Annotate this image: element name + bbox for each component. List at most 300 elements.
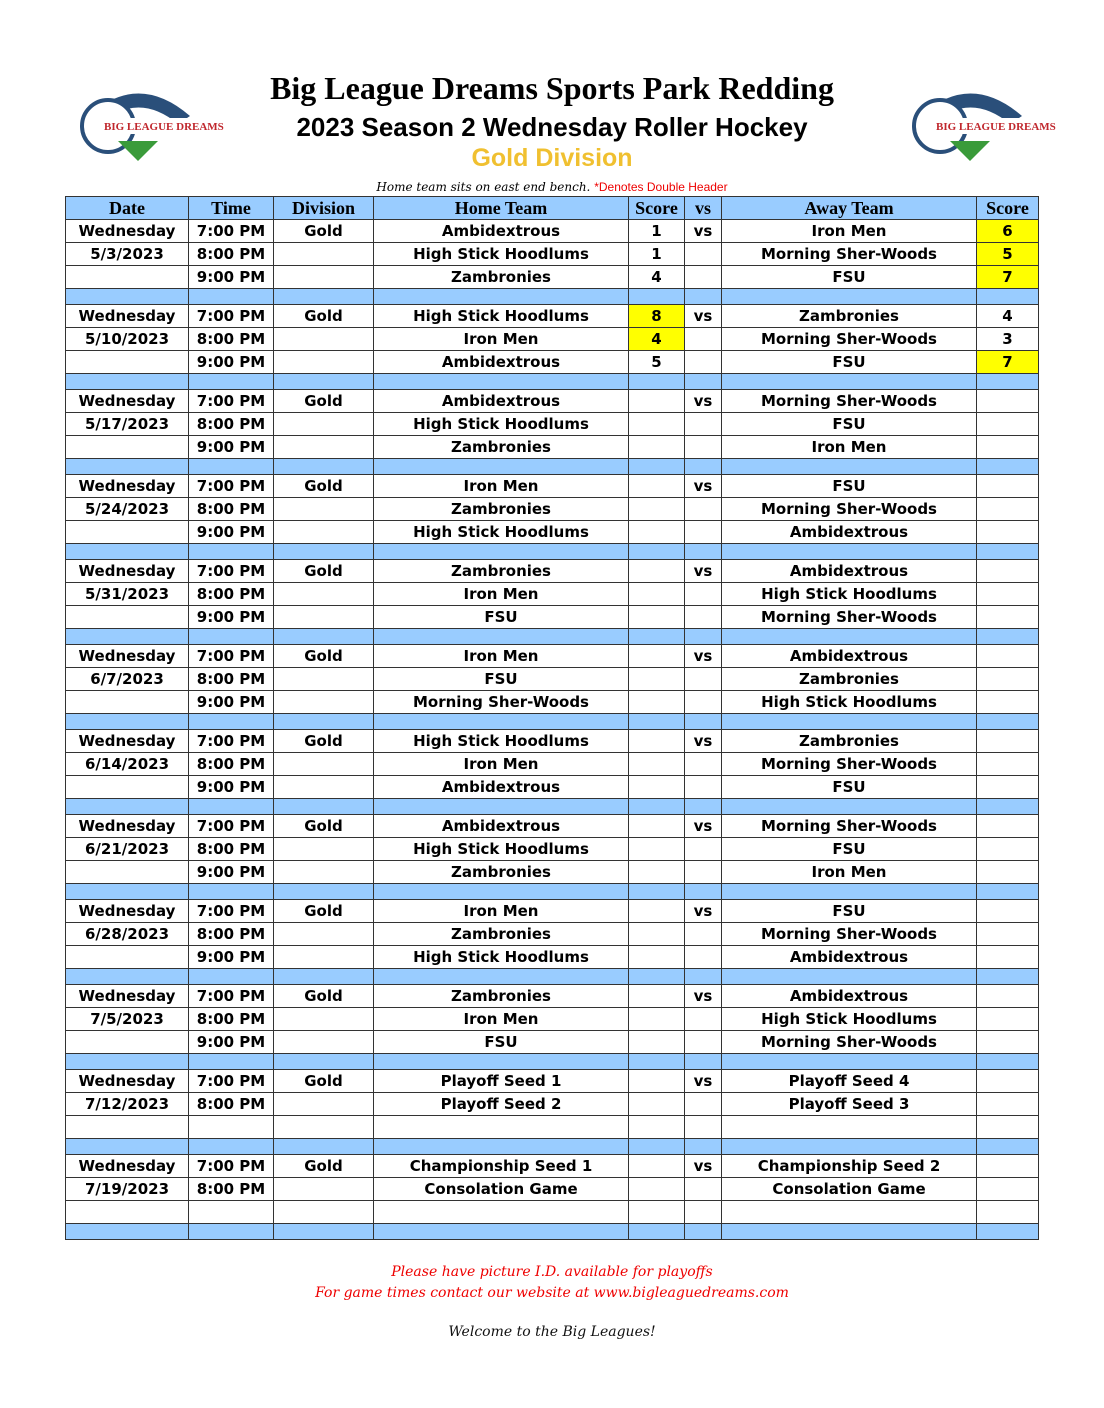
cell-date [66, 1031, 189, 1054]
table-row [66, 243, 1039, 266]
cell-division: Gold [274, 220, 374, 243]
table-row [66, 985, 1039, 1008]
cell-time: 8:00 PM [189, 328, 274, 351]
cell-date: Wednesday [66, 1070, 189, 1093]
cell-time: 7:00 PM [189, 560, 274, 583]
cell-home-team: Zambronies [374, 985, 629, 1008]
cell-home-team: Zambronies [374, 436, 629, 459]
table-row [66, 390, 1039, 413]
bench-note [0, 180, 1104, 194]
separator-cell [374, 374, 629, 390]
cell-time: 7:00 PM [189, 220, 274, 243]
separator-cell [685, 799, 722, 815]
cell-home-team: FSU [374, 606, 629, 629]
cell-date: 5/31/2023 [66, 583, 189, 606]
cell-division [274, 351, 374, 374]
cell-time: 7:00 PM [189, 390, 274, 413]
cell-time: 9:00 PM [189, 691, 274, 714]
cell-away-team [722, 1116, 977, 1139]
cell-time: 7:00 PM [189, 985, 274, 1008]
cell-away-score [977, 1070, 1039, 1093]
separator-cell [685, 629, 722, 645]
cell-home-score: 1 [629, 220, 685, 243]
cell-home-team: Ambidextrous [374, 776, 629, 799]
cell-home-team: Morning Sher-Woods [374, 691, 629, 714]
cell-date: Wednesday [66, 900, 189, 923]
cell-vs: vs [685, 900, 722, 923]
separator-cell [374, 1224, 629, 1240]
separator-cell [685, 1139, 722, 1155]
separator-cell [722, 799, 977, 815]
table-row [66, 900, 1039, 923]
cell-date [66, 1116, 189, 1139]
cell-home-score [629, 946, 685, 969]
cell-away-score: 6 [977, 220, 1039, 243]
cell-away-team: FSU [722, 413, 977, 436]
separator-cell [274, 1139, 374, 1155]
table-row [66, 1155, 1039, 1178]
separator-cell [189, 459, 274, 475]
cell-date [66, 861, 189, 884]
separator-cell [274, 629, 374, 645]
cell-time: 8:00 PM [189, 838, 274, 861]
cell-date: Wednesday [66, 1155, 189, 1178]
table-row [66, 521, 1039, 544]
cell-vs [685, 946, 722, 969]
cell-away-team: High Stick Hoodlums [722, 691, 977, 714]
footer-website-note: For game times contact our website at www.bigleaguedreams.com [315, 1285, 789, 1301]
cell-away-team: Ambidextrous [722, 521, 977, 544]
cell-date: 7/19/2023 [66, 1178, 189, 1201]
cell-home-score: 8 [629, 305, 685, 328]
cell-away-score [977, 730, 1039, 753]
cell-away-team: Morning Sher-Woods [722, 328, 977, 351]
cell-home-score: 1 [629, 243, 685, 266]
cell-away-team: High Stick Hoodlums [722, 583, 977, 606]
separator-cell [977, 799, 1039, 815]
cell-home-score [629, 900, 685, 923]
cell-date: 6/28/2023 [66, 923, 189, 946]
cell-home-team: Iron Men [374, 753, 629, 776]
column-header-division: Division [274, 197, 374, 220]
cell-vs [685, 668, 722, 691]
separator-cell [374, 1139, 629, 1155]
cell-date: Wednesday [66, 815, 189, 838]
cell-home-score [629, 1116, 685, 1139]
cell-date: Wednesday [66, 305, 189, 328]
table-row [66, 1201, 1039, 1224]
cell-away-team: Iron Men [722, 220, 977, 243]
cell-division [274, 691, 374, 714]
separator-cell [66, 374, 189, 390]
svg-text:BIG LEAGUE DREAMS: BIG LEAGUE DREAMS [104, 121, 224, 133]
cell-home-score [629, 498, 685, 521]
cell-home-score [629, 583, 685, 606]
cell-home-score: 5 [629, 351, 685, 374]
table-row [66, 861, 1039, 884]
separator-cell [374, 459, 629, 475]
cell-vs [685, 776, 722, 799]
cell-away-score [977, 1008, 1039, 1031]
cell-time: 8:00 PM [189, 498, 274, 521]
cell-home-score [629, 1201, 685, 1224]
cell-away-team: High Stick Hoodlums [722, 1008, 977, 1031]
separator-cell [66, 544, 189, 560]
separator-cell [629, 1054, 685, 1070]
cell-vs [685, 1178, 722, 1201]
bench-note-text: Home team sits on east end bench. [376, 180, 591, 194]
separator-cell [685, 544, 722, 560]
separator-cell [722, 969, 977, 985]
cell-vs [685, 436, 722, 459]
cell-away-score [977, 1178, 1039, 1201]
separator-cell [66, 884, 189, 900]
cell-division [274, 1116, 374, 1139]
cell-vs: vs [685, 560, 722, 583]
cell-date [66, 351, 189, 374]
cell-home-team: Playoff Seed 1 [374, 1070, 629, 1093]
separator-cell [722, 459, 977, 475]
cell-vs [685, 1116, 722, 1139]
week-separator-row [66, 969, 1039, 985]
separator-cell [274, 1224, 374, 1240]
separator-cell [274, 544, 374, 560]
table-row [66, 305, 1039, 328]
separator-cell [722, 884, 977, 900]
cell-home-team: Iron Men [374, 645, 629, 668]
cell-away-team: Morning Sher-Woods [722, 815, 977, 838]
cell-division [274, 521, 374, 544]
separator-cell [977, 1224, 1039, 1240]
cell-home-score [629, 776, 685, 799]
cell-home-score [629, 390, 685, 413]
cell-division [274, 838, 374, 861]
cell-division [274, 923, 374, 946]
separator-cell [685, 1224, 722, 1240]
cell-home-team: Iron Men [374, 1008, 629, 1031]
week-separator-row [66, 1139, 1039, 1155]
separator-cell [685, 459, 722, 475]
cell-division [274, 946, 374, 969]
cell-home-team: High Stick Hoodlums [374, 413, 629, 436]
cell-vs [685, 266, 722, 289]
cell-home-team: Zambronies [374, 266, 629, 289]
cell-time: 7:00 PM [189, 475, 274, 498]
cell-division [274, 1008, 374, 1031]
cell-away-team: Morning Sher-Woods [722, 753, 977, 776]
cell-date: Wednesday [66, 645, 189, 668]
cell-division [274, 1093, 374, 1116]
cell-vs: vs [685, 475, 722, 498]
cell-date: Wednesday [66, 985, 189, 1008]
separator-cell [189, 969, 274, 985]
cell-time: 9:00 PM [189, 351, 274, 374]
cell-division [274, 266, 374, 289]
separator-cell [722, 1139, 977, 1155]
cell-home-score [629, 815, 685, 838]
cell-time: 7:00 PM [189, 1155, 274, 1178]
separator-cell [274, 884, 374, 900]
cell-date: 5/10/2023 [66, 328, 189, 351]
cell-home-team: Ambidextrous [374, 815, 629, 838]
cell-time: 9:00 PM [189, 1031, 274, 1054]
cell-home-team: FSU [374, 1031, 629, 1054]
table-row [66, 838, 1039, 861]
column-header-away-team: Away Team [722, 197, 977, 220]
separator-cell [977, 884, 1039, 900]
separator-cell [977, 289, 1039, 305]
separator-cell [66, 459, 189, 475]
cell-division [274, 328, 374, 351]
separator-cell [629, 544, 685, 560]
cell-division [274, 776, 374, 799]
cell-away-score [977, 413, 1039, 436]
separator-cell [189, 289, 274, 305]
cell-home-score [629, 985, 685, 1008]
separator-cell [274, 969, 374, 985]
cell-date [66, 776, 189, 799]
separator-cell [189, 884, 274, 900]
separator-cell [374, 884, 629, 900]
separator-cell [629, 1139, 685, 1155]
svg-text:BIG LEAGUE DREAMS: BIG LEAGUE DREAMS [936, 121, 1056, 133]
cell-vs [685, 861, 722, 884]
cell-away-team: Ambidextrous [722, 560, 977, 583]
cell-away-score [977, 861, 1039, 884]
cell-division: Gold [274, 815, 374, 838]
cell-vs [685, 1201, 722, 1224]
separator-cell [722, 544, 977, 560]
cell-vs [685, 413, 722, 436]
column-header-home-score: Score [629, 197, 685, 220]
week-separator-row [66, 1224, 1039, 1240]
cell-time: 8:00 PM [189, 668, 274, 691]
cell-away-score: 3 [977, 328, 1039, 351]
table-row [66, 753, 1039, 776]
cell-away-score [977, 1201, 1039, 1224]
cell-vs: vs [685, 220, 722, 243]
separator-cell [629, 969, 685, 985]
cell-home-score [629, 645, 685, 668]
cell-away-score: 4 [977, 305, 1039, 328]
cell-vs: vs [685, 645, 722, 668]
cell-away-score [977, 1116, 1039, 1139]
separator-cell [66, 799, 189, 815]
separator-cell [374, 714, 629, 730]
cell-time: 7:00 PM [189, 900, 274, 923]
cell-home-team [374, 1201, 629, 1224]
cell-away-team: Morning Sher-Woods [722, 923, 977, 946]
cell-vs [685, 498, 722, 521]
cell-away-team: Zambronies [722, 730, 977, 753]
separator-cell [274, 289, 374, 305]
cell-home-score [629, 521, 685, 544]
table-row [66, 668, 1039, 691]
cell-away-score [977, 838, 1039, 861]
separator-cell [977, 969, 1039, 985]
cell-home-score [629, 475, 685, 498]
cell-home-team: Iron Men [374, 475, 629, 498]
cell-vs [685, 351, 722, 374]
table-row [66, 645, 1039, 668]
cell-away-team: Morning Sher-Woods [722, 1031, 977, 1054]
separator-cell [66, 1139, 189, 1155]
cell-away-team: FSU [722, 266, 977, 289]
cell-date: 5/3/2023 [66, 243, 189, 266]
cell-away-team: Playoff Seed 4 [722, 1070, 977, 1093]
cell-away-team: Consolation Game [722, 1178, 977, 1201]
cell-away-team: Morning Sher-Woods [722, 498, 977, 521]
cell-away-score [977, 668, 1039, 691]
separator-cell [66, 1224, 189, 1240]
separator-cell [722, 1224, 977, 1240]
separator-cell [189, 1139, 274, 1155]
separator-cell [629, 629, 685, 645]
cell-time: 8:00 PM [189, 1008, 274, 1031]
cell-away-score [977, 815, 1039, 838]
week-separator-row [66, 459, 1039, 475]
cell-away-score [977, 436, 1039, 459]
cell-away-score [977, 985, 1039, 1008]
cell-away-team [722, 1201, 977, 1224]
separator-cell [977, 714, 1039, 730]
separator-cell [629, 799, 685, 815]
cell-division: Gold [274, 560, 374, 583]
cell-home-score [629, 606, 685, 629]
cell-away-score [977, 753, 1039, 776]
cell-home-score [629, 730, 685, 753]
cell-home-team: Zambronies [374, 560, 629, 583]
separator-cell [629, 884, 685, 900]
separator-cell [374, 799, 629, 815]
cell-home-team: Zambronies [374, 861, 629, 884]
cell-home-team: Iron Men [374, 583, 629, 606]
cell-time: 7:00 PM [189, 1070, 274, 1093]
cell-home-team: Zambronies [374, 923, 629, 946]
cell-vs: vs [685, 1070, 722, 1093]
cell-time: 7:00 PM [189, 815, 274, 838]
page-subtitle: 2023 Season 2 Wednesday Roller Hockey [296, 112, 808, 142]
cell-away-score [977, 900, 1039, 923]
cell-division [274, 753, 374, 776]
cell-date [66, 436, 189, 459]
cell-away-score [977, 521, 1039, 544]
cell-home-score [629, 668, 685, 691]
cell-away-score [977, 390, 1039, 413]
cell-away-team: Championship Seed 2 [722, 1155, 977, 1178]
cell-away-score [977, 583, 1039, 606]
cell-home-team: FSU [374, 668, 629, 691]
cell-vs [685, 838, 722, 861]
column-header-date: Date [66, 197, 189, 220]
cell-home-score: 4 [629, 266, 685, 289]
cell-home-team: Playoff Seed 2 [374, 1093, 629, 1116]
cell-time: 9:00 PM [189, 776, 274, 799]
cell-home-team: Zambronies [374, 498, 629, 521]
cell-time [189, 1116, 274, 1139]
cell-division [274, 668, 374, 691]
table-row [66, 475, 1039, 498]
cell-division [274, 1201, 374, 1224]
week-separator-row [66, 544, 1039, 560]
cell-time: 8:00 PM [189, 1178, 274, 1201]
cell-vs [685, 753, 722, 776]
separator-cell [685, 374, 722, 390]
cell-time: 7:00 PM [189, 645, 274, 668]
cell-vs [685, 328, 722, 351]
separator-cell [722, 629, 977, 645]
table-row [66, 436, 1039, 459]
footer-id-note: Please have picture I.D. available for playoffs [391, 1264, 713, 1280]
cell-away-team: Playoff Seed 3 [722, 1093, 977, 1116]
cell-home-score [629, 923, 685, 946]
cell-home-team: High Stick Hoodlums [374, 305, 629, 328]
cell-away-team: Iron Men [722, 861, 977, 884]
cell-away-score: 7 [977, 266, 1039, 289]
table-row [66, 351, 1039, 374]
table-header-row [66, 197, 1039, 220]
separator-cell [66, 1054, 189, 1070]
cell-vs [685, 1031, 722, 1054]
cell-vs: vs [685, 815, 722, 838]
cell-home-team: Iron Men [374, 900, 629, 923]
cell-home-team: Ambidextrous [374, 220, 629, 243]
table-row [66, 691, 1039, 714]
cell-date [66, 266, 189, 289]
separator-cell [629, 289, 685, 305]
separator-cell [977, 1139, 1039, 1155]
table-row [66, 413, 1039, 436]
cell-home-score [629, 1093, 685, 1116]
separator-cell [722, 1054, 977, 1070]
separator-cell [189, 714, 274, 730]
cell-date: 5/24/2023 [66, 498, 189, 521]
cell-away-score [977, 498, 1039, 521]
separator-cell [977, 1054, 1039, 1070]
separator-cell [685, 714, 722, 730]
table-row [66, 923, 1039, 946]
separator-cell [685, 289, 722, 305]
separator-cell [629, 374, 685, 390]
page-title: Big League Dreams Sports Park Redding [270, 70, 834, 106]
cell-division [274, 1178, 374, 1201]
separator-cell [189, 1054, 274, 1070]
cell-home-team: High Stick Hoodlums [374, 521, 629, 544]
cell-vs [685, 521, 722, 544]
separator-cell [722, 714, 977, 730]
cell-vs: vs [685, 390, 722, 413]
week-separator-row [66, 629, 1039, 645]
cell-away-score [977, 1155, 1039, 1178]
cell-time: 8:00 PM [189, 583, 274, 606]
table-row [66, 560, 1039, 583]
separator-cell [977, 544, 1039, 560]
separator-cell [189, 799, 274, 815]
cell-home-score: 4 [629, 328, 685, 351]
cell-date: Wednesday [66, 220, 189, 243]
cell-date: 5/17/2023 [66, 413, 189, 436]
cell-time: 9:00 PM [189, 946, 274, 969]
cell-away-score [977, 475, 1039, 498]
cell-home-score [629, 1178, 685, 1201]
cell-time: 9:00 PM [189, 861, 274, 884]
cell-time: 7:00 PM [189, 730, 274, 753]
cell-division: Gold [274, 475, 374, 498]
cell-vs [685, 1008, 722, 1031]
cell-time: 9:00 PM [189, 521, 274, 544]
separator-cell [274, 374, 374, 390]
separator-cell [685, 884, 722, 900]
